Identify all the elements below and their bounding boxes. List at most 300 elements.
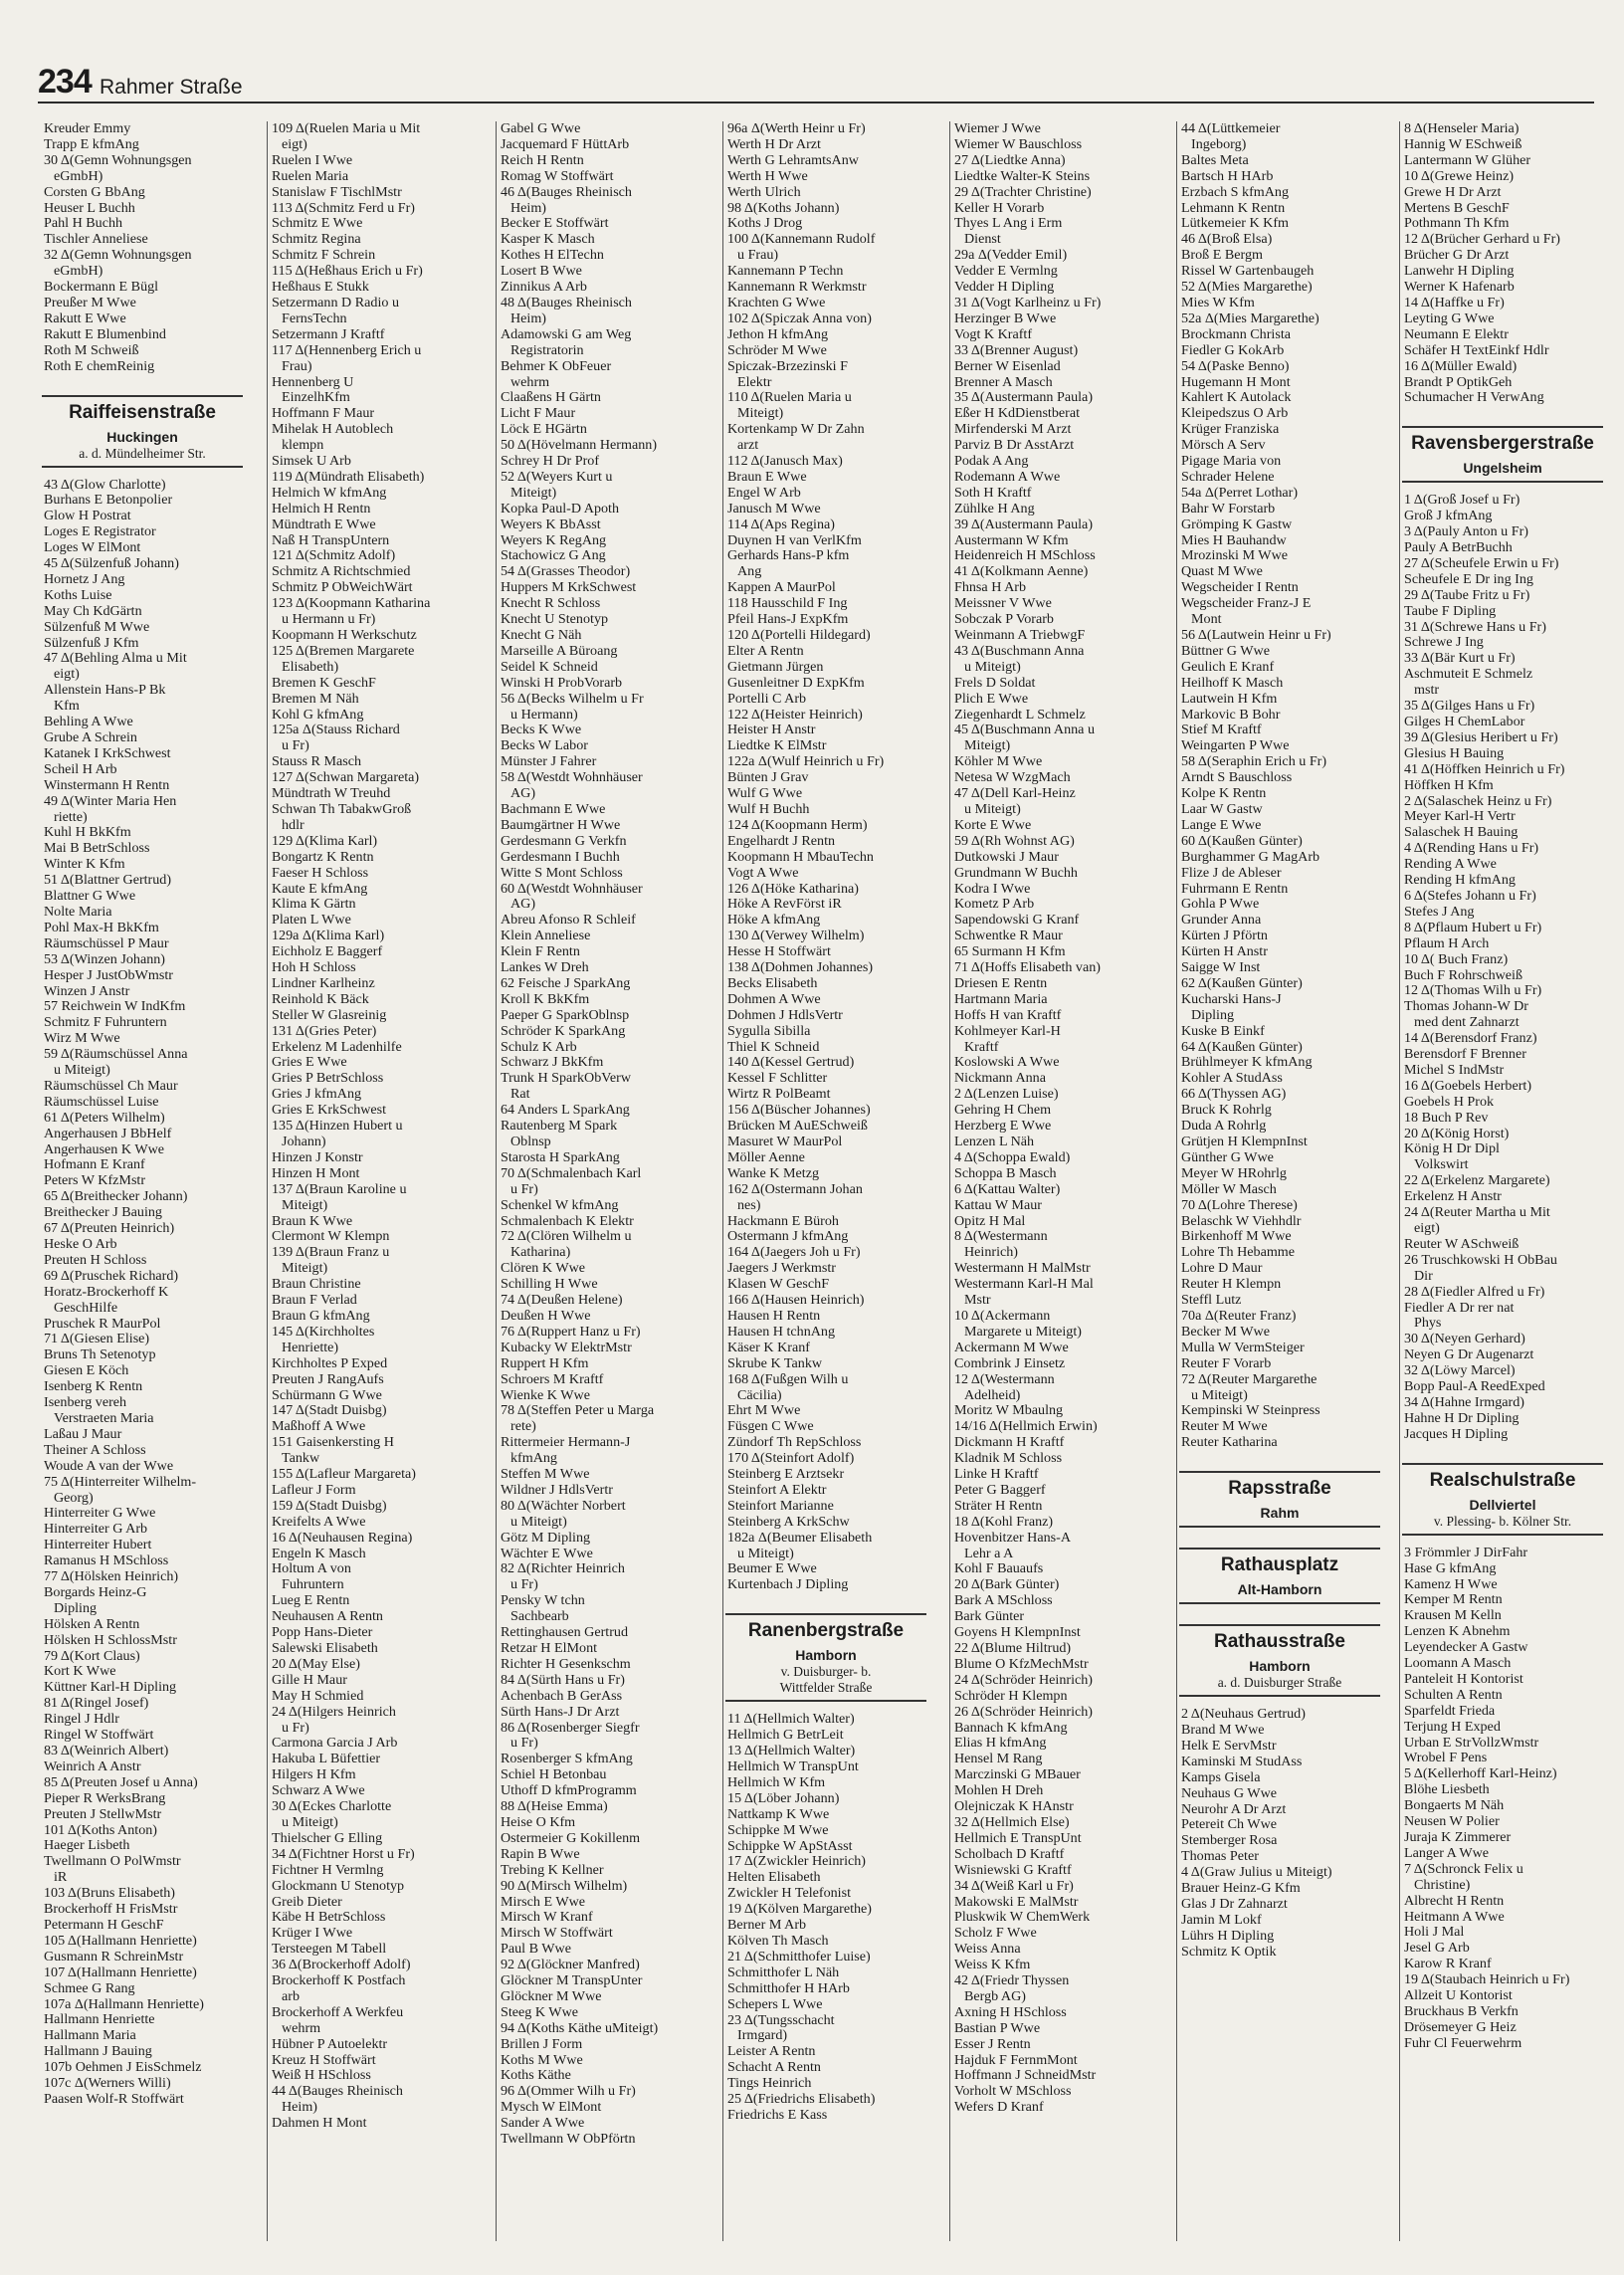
directory-entry: 10 Δ( Buch Franz) (1404, 950, 1509, 967)
directory-entry: Eichholz E Baggerf (272, 943, 383, 960)
directory-entry: Pauly A BetrBuchh (1404, 539, 1513, 556)
directory-entry: Gohla P Wwe (1181, 896, 1260, 913)
directory-entry: 4 Δ(Graw Julius u Miteigt) (1181, 1864, 1332, 1881)
directory-entry: Quast M Wwe (1181, 563, 1263, 580)
page-header (38, 62, 1594, 103)
directory-entry: Combrink J Einsetz (954, 1354, 1066, 1371)
directory-entry: Ruelen I Wwe (272, 151, 353, 168)
directory-entry: Jamin M Lokf (1181, 1911, 1262, 1928)
directory-entry: Pieper R WerksBrang (44, 1789, 166, 1806)
directory-entry: Huppers M KrkSchwest (501, 579, 637, 596)
directory-entry: Simsek U Arb (272, 453, 351, 470)
directory-entry: Pfeil Hans-J ExpKfm (727, 611, 849, 628)
directory-entry: Schwarz A Wwe (272, 1782, 365, 1799)
directory-entry: 31 Δ(Vogt Karlheinz u Fr) (954, 294, 1102, 310)
directory-entry: Mies H Bauhandw (1181, 531, 1287, 548)
directory-entry: Helten Elisabeth (727, 1869, 821, 1886)
directory-entry: Hellmich W Kfm (727, 1773, 826, 1790)
directory-entry: Rosenberger S kfmAng (501, 1751, 633, 1767)
directory-entry: Allzeit U Kontorist (1404, 1987, 1513, 2004)
directory-entry: u Miteigt) (964, 800, 1021, 817)
directory-entry: wehrm (282, 2019, 321, 2036)
directory-entry: Hakuba L Büfettier (272, 1751, 381, 1767)
directory-entry: 71 Δ(Giesen Elise) (44, 1331, 150, 1347)
directory-entry: Trebing K Kellner (501, 1861, 604, 1878)
directory-entry: Miteigt) (964, 737, 1011, 754)
directory-entry: Knecht U Stenotyp (501, 611, 609, 628)
directory-entry: Kappen A MaurPol (727, 579, 836, 596)
directory-entry: Bockermann E Bügl (44, 279, 159, 296)
directory-entry: 20 Δ(König Horst) (1404, 1125, 1510, 1141)
directory-entry: 74 Δ(Deußen Helene) (501, 1292, 623, 1309)
directory-entry: Werth Ulrich (727, 183, 801, 200)
directory-entry: Kaute E kfmAng (272, 880, 368, 897)
directory-entry: 41 Δ(Kolkmann Aenne) (954, 563, 1089, 580)
directory-entry: Kannemann P Techn (727, 263, 844, 280)
directory-entry: Grunder Anna (1181, 912, 1262, 929)
directory-entry: Hoffmann F Maur (272, 405, 375, 422)
directory-entry: Petereit Ch Wwe (1181, 1816, 1278, 1833)
directory-entry: Gries E Wwe (272, 1054, 347, 1071)
directory-entry: Mysch W ElMont (501, 2099, 602, 2116)
street-section-header (1402, 1463, 1603, 1536)
directory-entry: Kucharski Hans-J (1181, 990, 1282, 1007)
directory-entry: Dahmen H Mont (272, 2115, 367, 2132)
directory-entry: 31 Δ(Schrewe Hans u Fr) (1404, 618, 1546, 635)
directory-entry: 86 Δ(Rosenberger Siegfr (501, 1719, 640, 1736)
directory-entry: Weinmann A TriebwgF (954, 627, 1086, 643)
directory-entry: 22 Δ(Blume Hiltrud) (954, 1640, 1072, 1656)
directory-entry: Belaschk W Viehhdlr (1181, 1212, 1302, 1229)
directory-entry: 54 Δ(Paske Benno) (1181, 357, 1290, 374)
directory-entry: Uthoff D kfmProgramm (501, 1782, 637, 1799)
directory-entry: 125a Δ(Stauss Richard (272, 722, 400, 738)
directory-entry: u Miteigt) (964, 658, 1021, 675)
directory-entry: 57 Reichwein W IndKfm (44, 998, 186, 1015)
directory-entry: Dipling (54, 1599, 98, 1616)
directory-entry: 166 Δ(Hausen Heinrich) (727, 1292, 865, 1309)
directory-entry: Bark Günter (954, 1608, 1025, 1625)
directory-entry: Hausen H tchnAng (727, 1323, 836, 1340)
directory-entry: 84 Δ(Sürth Hans u Fr) (501, 1671, 625, 1688)
directory-entry: Sürth Hans-J Dr Arzt (501, 1703, 620, 1720)
directory-entry: Berner M Arb (727, 1917, 807, 1934)
directory-entry: Preuten H Schloss (44, 1251, 147, 1268)
directory-entry: Reuter W ASchweiß (1404, 1235, 1520, 1252)
directory-entry: Sülzenfuß J Kfm (44, 634, 139, 651)
directory-entry: Schmitz A Richtschmied (272, 563, 411, 580)
directory-entry: Pruschek R MaurPol (44, 1315, 161, 1332)
directory-entry: Schröder K SparkAng (501, 1022, 626, 1039)
directory-entry: Thomas Peter (1181, 1848, 1259, 1865)
directory-entry: Grütjen H KlempnInst (1181, 1134, 1308, 1149)
directory-entry: Thielscher G Elling (272, 1829, 383, 1846)
directory-entry: 43 Δ(Buschmann Anna (954, 642, 1085, 659)
directory-entry: Hübner P Autoelektr (272, 2035, 388, 2052)
directory-entry: Dohmen J HdlsVertr (727, 1006, 843, 1023)
directory-entry: 92 Δ(Glöckner Manfred) (501, 1957, 640, 1973)
directory-entry: Klima K Gärtn (272, 896, 356, 913)
directory-entry: Stemberger Rosa (1181, 1832, 1278, 1849)
directory-entry: Hinterreiter Hubert (44, 1537, 152, 1553)
directory-entry: Hackmann E Büroh (727, 1212, 839, 1229)
directory-entry: Angerhausen K Wwe (44, 1140, 165, 1157)
directory-entry: Wrobel F Pens (1404, 1750, 1488, 1766)
directory-entry: Hellmich E TranspUnt (954, 1829, 1082, 1846)
directory-entry: 12 Δ(Brücher Gerhard u Fr) (1404, 231, 1560, 248)
directory-entry: Heim) (510, 199, 547, 216)
directory-entry: Engel W Arb (727, 484, 801, 501)
directory-entry: 85 Δ(Preuten Josef u Anna) (44, 1773, 198, 1790)
directory-entry: Schroers M Kraftf (501, 1370, 604, 1387)
directory-entry: Reuter Katharina (1181, 1434, 1278, 1451)
directory-entry: 2 Δ(Salaschek Heinz u Fr) (1404, 792, 1552, 809)
directory-entry: Bark A MSchloss (954, 1592, 1053, 1609)
directory-entry: Neumann E Elektr (1404, 325, 1509, 342)
directory-entry: Wisniewski G Kraftf (954, 1861, 1072, 1878)
directory-entry: Loomann A Masch (1404, 1655, 1512, 1672)
directory-entry: Preußer M Wwe (44, 294, 136, 310)
directory-entry: Witte S Mont Schloss (501, 864, 623, 881)
directory-entry: Koths J Drog (727, 215, 803, 232)
directory-entry: 54 Δ(Grasses Theodor) (501, 563, 631, 580)
directory-entry: Ingeborg) (1191, 135, 1247, 152)
directory-entry: Theiner A Schloss (44, 1441, 146, 1458)
directory-entry: Hajduk F FernmMont (954, 2051, 1078, 2068)
directory-entry: Woude A van der Wwe (44, 1457, 174, 1474)
directory-entry: Becks W Labor (501, 737, 588, 754)
directory-entry: Bachmann E Wwe (501, 800, 606, 817)
directory-entry: Miteigt) (737, 405, 784, 422)
directory-entry: Jesel G Arb (1404, 1940, 1470, 1957)
directory-entry: 66 Δ(Thyssen AG) (1181, 1086, 1287, 1103)
directory-entry: Münster J Fahrer (501, 753, 597, 770)
directory-entry: Sparfeldt Frieda (1404, 1702, 1496, 1719)
directory-entry: Scholbach D Kraftf (954, 1845, 1065, 1862)
directory-entry: Westermann Karl-H Mal (954, 1276, 1094, 1293)
directory-entry: u Fr) (510, 1576, 538, 1593)
directory-entry: Sträter H Rentn (954, 1497, 1043, 1514)
directory-entry: Ackermann M Wwe (954, 1339, 1069, 1355)
directory-entry: Kamps Gisela (1181, 1768, 1261, 1785)
directory-entry: Tischler Anneliese (44, 231, 148, 248)
directory-entry: Kladnik M Schloss (954, 1450, 1063, 1467)
directory-entry: 50 Δ(Hövelmann Hermann) (501, 437, 658, 454)
directory-entry: Thyes L Ang i Erm (954, 215, 1063, 232)
directory-entry: 6 Δ(Kattau Walter) (954, 1180, 1061, 1197)
directory-entry: 28 Δ(Fiedler Alfred u Fr) (1404, 1283, 1545, 1300)
directory-entry: Braun G kfmAng (272, 1307, 370, 1324)
directory-entry: Möller Aenne (727, 1148, 805, 1165)
directory-entry: Georg) (54, 1489, 94, 1506)
directory-entry: Ramanus H MSchloss (44, 1552, 169, 1569)
directory-entry: Laßau J Maur (44, 1425, 122, 1442)
directory-entry: Heilhoff K Masch (1181, 674, 1284, 691)
directory-entry: Christine) (1414, 1876, 1471, 1893)
directory-entry: Kempinski W Steinpress (1181, 1402, 1320, 1419)
directory-entry: Mündtrath W Treuhd (272, 785, 391, 802)
directory-entry: Losert B Wwe (501, 263, 582, 280)
directory-entry: Behling A Wwe (44, 714, 133, 730)
directory-entry: Hoffmann J SchneidMstr (954, 2067, 1097, 2084)
directory-entry: Hase G kfmAng (1404, 1559, 1497, 1576)
directory-entry: Wegscheider Franz-J E (1181, 595, 1312, 612)
directory-entry: 18 Δ(Kohl Franz) (954, 1513, 1054, 1530)
directory-entry: u Fr) (282, 1719, 309, 1736)
directory-entry: Westermann H MalMstr (954, 1260, 1091, 1277)
directory-entry: Podak A Ang (954, 453, 1029, 470)
directory-entry: 10 Δ(Ackermann (954, 1307, 1051, 1324)
directory-entry: Kuske B Einkf (1181, 1022, 1265, 1039)
directory-entry: Mörsch A Serv (1181, 437, 1266, 454)
directory-entry: Hilgers H Kfm (272, 1766, 356, 1783)
directory-entry: Schwarz J BkKfm (501, 1054, 604, 1071)
directory-entry: Kleipedszus O Arb (1181, 405, 1289, 422)
directory-entry: Werth H Wwe (727, 167, 808, 184)
directory-entry: 34 Δ(Fichtner Horst u Fr) (272, 1845, 415, 1862)
directory-entry: Giesen E Köch (44, 1362, 129, 1379)
directory-entry: Kfm (54, 698, 80, 715)
directory-entry: Braun F Verlad (272, 1292, 357, 1309)
directory-entry: Duda A Rohrlg (1181, 1118, 1267, 1135)
directory-entry: Panteleit H Kontorist (1404, 1670, 1523, 1687)
directory-entry: Kopka Paul-D Apoth (501, 500, 620, 517)
directory-entry: Janusch M Wwe (727, 500, 821, 517)
directory-entry: Schmitthofer H HArb (727, 1979, 850, 1996)
directory-entry: 70a Δ(Reuter Franz) (1181, 1307, 1297, 1324)
directory-columns (40, 121, 1604, 2251)
directory-entry: Schmalenbach K Elektr (501, 1212, 634, 1229)
directory-entry: Miteigt) (510, 484, 557, 501)
directory-entry: 24 Δ(Hilgers Heinrich (272, 1703, 396, 1720)
directory-entry: u Miteigt) (282, 1813, 338, 1830)
directory-entry: Jaegers J Werkmstr (727, 1260, 836, 1277)
directory-entry: Sapendowski G Kranf (954, 912, 1080, 929)
directory-entry: Gries J kfmAng (272, 1086, 362, 1103)
directory-entry: Burhans E Betonpolier (44, 492, 173, 509)
directory-entry: 3 Frömmler J DirFahr (1404, 1544, 1528, 1560)
directory-entry: 122a Δ(Wulf Heinrich u Fr) (727, 753, 885, 770)
directory-entry: Leister A Rentn (727, 2043, 816, 2060)
directory-entry: Götz M Dipling (501, 1529, 591, 1546)
directory-entry: Brühlmeyer K kfmAng (1181, 1054, 1313, 1071)
directory-entry: 122 Δ(Heister Heinrich) (727, 706, 863, 723)
directory-entry: Küttner Karl-H Dipling (44, 1679, 177, 1696)
directory-entry: Oblnsp (510, 1134, 551, 1149)
directory-entry: Grube A Schrein (44, 729, 137, 745)
directory-entry: Elisabeth) (282, 658, 339, 675)
directory-entry: Preuten J StellwMstr (44, 1805, 162, 1822)
directory-entry: Meyer W HRohrlg (1181, 1164, 1287, 1181)
directory-entry: 23 Δ(Tungsschacht (727, 2011, 835, 2028)
directory-entry: AG) (510, 896, 536, 913)
directory-entry: Koslowski A Wwe (954, 1054, 1060, 1071)
directory-entry: Weiss Anna (954, 1941, 1021, 1958)
directory-entry: 16 Δ(Goebels Herbert) (1404, 1077, 1532, 1094)
directory-entry: Miteigt) (282, 1260, 328, 1277)
directory-entry: Wefers D Kranf (954, 2099, 1044, 2116)
directory-entry: 110 Δ(Ruelen Maria u (727, 389, 852, 406)
directory-entry: Scheil H Arb (44, 760, 117, 777)
directory-entry: Mai B BetrSchloss (44, 840, 150, 857)
directory-entry: Schoppa B Masch (954, 1164, 1057, 1181)
directory-entry: Gries P BetrSchloss (272, 1070, 384, 1087)
directory-entry: Goyens H KlempnInst (954, 1624, 1081, 1641)
directory-entry: 109 Δ(Ruelen Maria u Mit (272, 121, 421, 136)
directory-entry: Lührs H Dipling (1181, 1927, 1275, 1944)
directory-entry: Büttner G Wwe (1181, 642, 1270, 659)
directory-entry: Hallmann J Bauing (44, 2043, 152, 2060)
directory-entry: Engeln K Masch (272, 1545, 366, 1561)
directory-entry: 80 Δ(Wächter Norbert (501, 1497, 626, 1514)
directory-entry: Mirfenderski M Arzt (954, 421, 1072, 438)
directory-entry: 29 Δ(Trachter Christine) (954, 183, 1092, 200)
directory-entry: Michel S IndMstr (1404, 1061, 1505, 1078)
directory-entry: Bremen M Näh (272, 690, 359, 707)
directory-entry: 102 Δ(Spiczak Anna von) (727, 310, 872, 326)
directory-entry: 145 Δ(Kirchholtes (272, 1323, 375, 1340)
directory-entry: Glockmann U Stenotyp (272, 1877, 405, 1894)
directory-entry: Paul B Wwe (501, 1941, 571, 1958)
directory-entry: 7 Δ(Schronck Felix u (1404, 1860, 1523, 1877)
directory-entry: 125 Δ(Bremen Margarete (272, 642, 415, 659)
directory-entry: riette) (54, 808, 88, 825)
directory-entry: Hinterreiter G Arb (44, 1521, 148, 1538)
directory-entry: Gabel G Wwe (501, 121, 581, 136)
directory-entry: Leyendecker A Gastw (1404, 1639, 1528, 1656)
directory-entry: Volkswirt (1414, 1156, 1469, 1173)
directory-entry: Dickmann H Kraftf (954, 1434, 1065, 1451)
directory-entry: Adamowski G am Weg (501, 325, 632, 342)
directory-entry: Pahl H Buchh (44, 215, 123, 232)
directory-entry: Schwentke R Maur (954, 928, 1063, 944)
directory-entry: 155 Δ(Lafleur Margareta) (272, 1466, 416, 1483)
directory-entry: Austermann W Kfm (954, 531, 1069, 548)
directory-entry: 24 Δ(Reuter Martha u Mit (1404, 1204, 1550, 1221)
directory-entry: Loges W ElMont (44, 539, 141, 556)
street-name: Ravensbergerstraße (1411, 433, 1594, 455)
directory-entry: Grundmann W Buchh (954, 864, 1078, 881)
directory-entry: Lueg E Rentn (272, 1592, 350, 1609)
directory-entry: Netesa W WzgMach (954, 769, 1071, 786)
directory-entry: 30 Δ(Gemn Wohnungsgen (44, 151, 192, 168)
directory-entry: Linke H Kraftf (954, 1466, 1039, 1483)
directory-entry: Platen L Wwe (272, 912, 351, 929)
directory-entry: Wirtz R PolBeamt (727, 1086, 831, 1103)
directory-entry: Glöckner M Wwe (501, 1987, 602, 2004)
directory-entry: Schulz K Arb (501, 1038, 577, 1055)
directory-entry: Gilges H ChemLabor (1404, 714, 1525, 729)
directory-entry: Eßer H KdDienstberat (954, 405, 1081, 422)
directory-entry: Setzermann D Radio u (272, 294, 399, 310)
directory-entry: 24 Δ(Schröder Heinrich) (954, 1671, 1093, 1688)
directory-entry: 17 Δ(Zwickler Heinrich) (727, 1853, 866, 1870)
directory-entry: Brockmann Christa (1181, 325, 1291, 342)
directory-entry: Hinzen H Mont (272, 1164, 360, 1181)
directory-entry: Hannig W ESchweiß (1404, 135, 1522, 152)
directory-entry: 16 Δ(Müller Ewald) (1404, 357, 1518, 374)
directory-entry: Horatz-Brockerhoff K (44, 1283, 169, 1300)
directory-entry: Markovic B Bohr (1181, 706, 1281, 723)
directory-entry: Seidel K Schneid (501, 658, 598, 675)
directory-entry: Keller H Vorarb (954, 199, 1045, 216)
directory-entry: Achenbach B GerAss (501, 1687, 623, 1704)
street-name: Ranenbergstraße (747, 1620, 905, 1642)
directory-entry: Driesen E Rentn (954, 974, 1048, 991)
directory-entry: 60 Δ(Kaußen Günter) (1181, 832, 1303, 849)
directory-entry: 120 Δ(Portelli Hildegard) (727, 627, 871, 643)
district-name: Hamborn (795, 1647, 857, 1664)
directory-entry: Heitmann A Wwe (1404, 1908, 1505, 1925)
directory-entry: Heim) (282, 2099, 318, 2116)
directory-entry: 39 Δ(Glesius Heribert u Fr) (1404, 728, 1558, 745)
street-name: Rapsstraße (1228, 1478, 1331, 1500)
directory-entry: u Frau) (737, 247, 779, 264)
directory-entry: 119 Δ(Mündrath Elisabeth) (272, 468, 425, 485)
directory-entry: 159 Δ(Stadt Duisbg) (272, 1497, 387, 1514)
directory-entry: Zühlke H Ang (954, 500, 1035, 517)
directory-entry: Schröder M Wwe (727, 341, 827, 358)
directory-entry: Brenner A Masch (954, 373, 1053, 390)
directory-entry: Elter A Rentn (727, 642, 804, 659)
directory-entry: Ehrt M Wwe (727, 1402, 801, 1419)
directory-entry: 78 Δ(Steffen Peter u Marga (501, 1402, 655, 1419)
directory-entry: 46 Δ(Bauges Rheinisch (501, 183, 632, 200)
directory-entry: Herzberg E Wwe (954, 1118, 1052, 1135)
directory-entry: Mohlen H Dreh (954, 1782, 1044, 1799)
directory-entry: 60 Δ(Westdt Wohnhäuser (501, 880, 643, 897)
directory-entry: Stief M Kraftf (1181, 722, 1262, 738)
directory-entry: Carmona Garcia J Arb (272, 1735, 398, 1752)
directory-entry: Hugemann H Mont (1181, 373, 1291, 390)
directory-entry: Koths Käthe (501, 2067, 571, 2084)
directory-entry: 129 Δ(Klima Karl) (272, 832, 378, 849)
directory-entry: Bartsch H HArb (1181, 167, 1274, 184)
directory-entry: Kortenkamp W Dr Zahn (727, 421, 865, 438)
directory-entry: 27 Δ(Scheufele Erwin u Fr) (1404, 554, 1559, 571)
directory-entry: 59 Δ(Rh Wohnst AG) (954, 832, 1075, 849)
directory-entry: Bruck K Rohrlg (1181, 1102, 1272, 1119)
directory-entry: Zinnikus A Arb (501, 279, 587, 296)
directory-entry: Abreu Afonso R Schleif (501, 912, 636, 929)
directory-entry: Pohl Max-H BkKfm (44, 919, 159, 935)
directory-entry: arzt (737, 437, 759, 454)
directory-entry: Sachbearb (510, 1608, 569, 1625)
directory-entry: Blöhe Liesbeth (1404, 1781, 1490, 1798)
directory-entry: 96a Δ(Werth Heinr u Fr) (727, 121, 866, 136)
directory-entry: 53 Δ(Winzen Johann) (44, 950, 165, 967)
street-section-header (1179, 1471, 1380, 1528)
directory-entry: 16 Δ(Neuhausen Regina) (272, 1529, 413, 1546)
directory-entry: 8 Δ(Henseler Maria) (1404, 121, 1520, 136)
directory-entry: Rapin B Wwe (501, 1845, 580, 1862)
directory-entry: Twellmann W ObPförtn (501, 2131, 636, 2148)
directory-entry: Miteigt) (282, 1196, 328, 1213)
directory-entry: Kolpe K Rentn (1181, 785, 1267, 802)
directory-entry: Gille H Maur (272, 1671, 347, 1688)
directory-entry: Meyer Karl-H Vertr (1404, 808, 1516, 825)
directory-entry: Isenberg K Rentn (44, 1378, 143, 1395)
directory-entry: 168 Δ(Fußgen Wilh u (727, 1370, 849, 1387)
directory-entry: 34 Δ(Weiß Karl u Fr) (954, 1877, 1074, 1894)
directory-entry: Borgards Heinz-G (44, 1583, 147, 1600)
directory-entry: Schmitz F Fuhruntern (44, 1014, 167, 1031)
directory-entry: 19 Δ(Kölven Margarethe) (727, 1901, 872, 1918)
directory-entry: Steffl Lutz (1181, 1292, 1242, 1309)
directory-entry: Schulten A Rentn (1404, 1686, 1503, 1703)
directory-entry: Behmer K ObFeuer (501, 357, 612, 374)
directory-entry: 117 Δ(Hennenberg Erich u (272, 341, 422, 358)
